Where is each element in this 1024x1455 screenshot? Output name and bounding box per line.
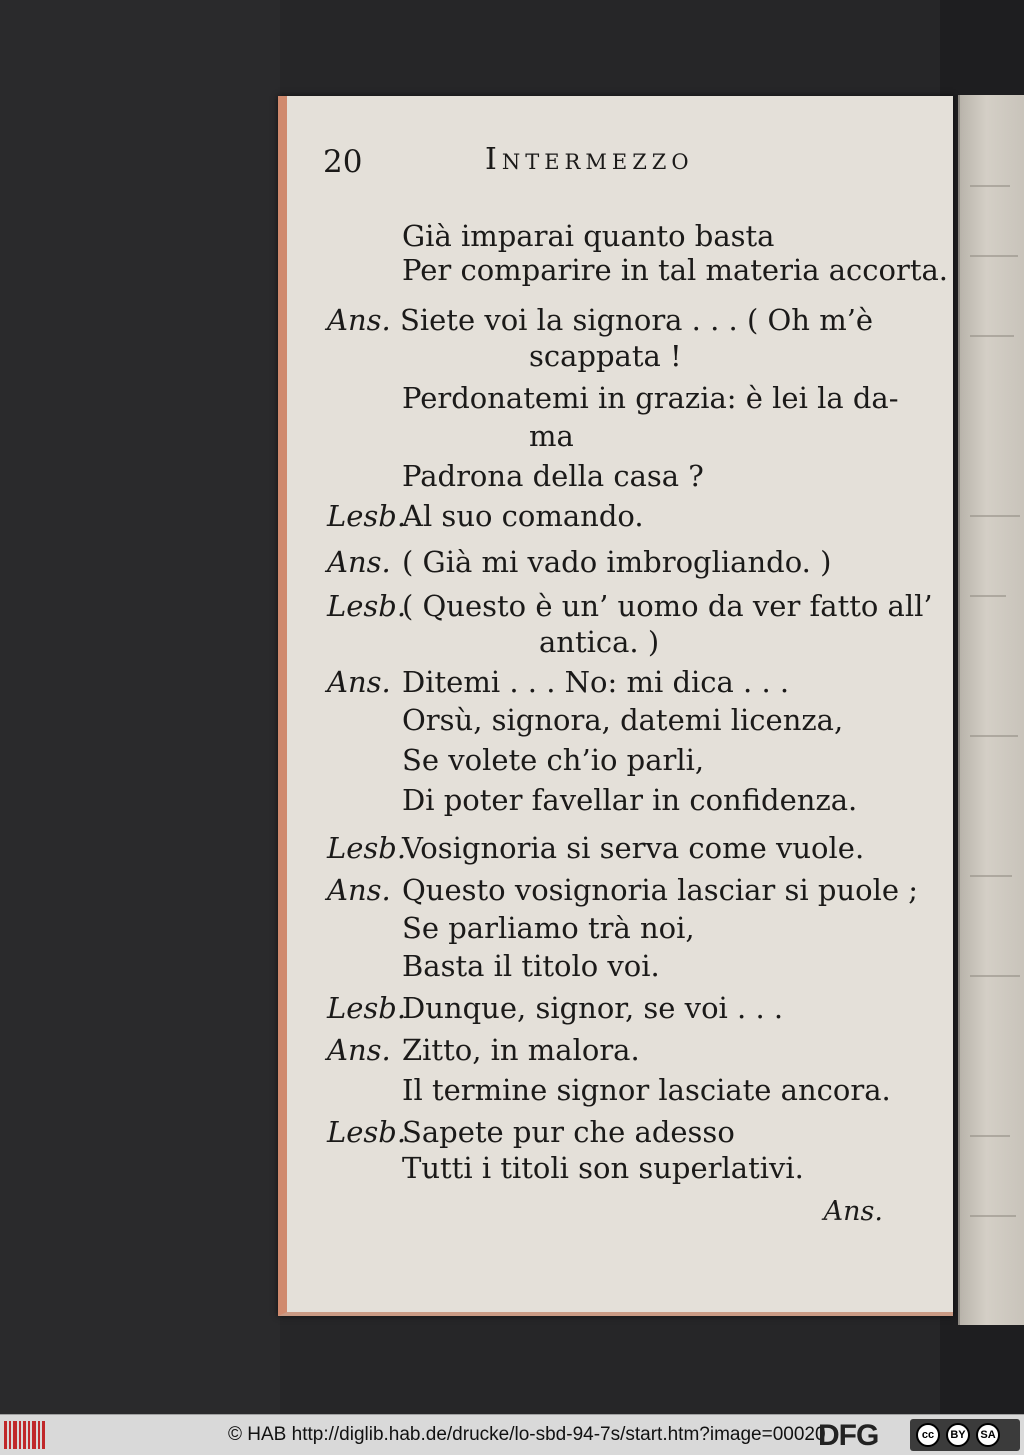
speaker-label: Ans. [327, 665, 391, 699]
verse-line: Già imparai quanto basta [402, 219, 775, 253]
speaker-label: Lesb. [327, 1115, 407, 1149]
viewer-footer [0, 1414, 1024, 1455]
speaker-label: Lesb. [327, 831, 407, 865]
verse-line: Padrona della casa ? [402, 459, 704, 493]
verse-line: Basta il titolo voi. [402, 949, 660, 983]
sa-icon: SA [976, 1423, 1000, 1447]
page-number: 20 [323, 144, 363, 180]
speaker-label: Ans. [327, 1033, 391, 1067]
speaker-label: Ans. [327, 303, 391, 337]
verse-line: ( Questo è un’ uomo da ver fatto all’ [402, 589, 933, 623]
verse-line: antica. ) [539, 625, 660, 659]
catchword: Ans. [823, 1196, 883, 1227]
speaker-label: Lesb. [327, 499, 407, 533]
dfg-logo[interactable]: DFG [818, 1419, 879, 1452]
cc-license-badge[interactable] [910, 1419, 1020, 1451]
verse-line: Orsù, signora, datemi licenza, [402, 703, 844, 737]
verse-line: Siete voi la signora . . . ( Oh m’è [400, 303, 874, 337]
verse-line: Al suo comando. [402, 499, 644, 533]
running-head: Intermezzo [485, 142, 694, 177]
verse-line: Ditemi . . . No: mi dica . . . [402, 665, 790, 699]
speaker-label: Lesb. [327, 991, 407, 1025]
verse-line: Per comparire in tal materia accorta. [402, 253, 949, 287]
verse-line: ( Già mi vado imbrogliando. ) [402, 545, 832, 579]
verse-line: Dunque, signor, se voi . . . [402, 991, 784, 1025]
scan-background-left [0, 0, 280, 1414]
book-page [278, 96, 953, 1316]
verse-line: Questo vosignoria lasciar si puole ; [402, 873, 919, 907]
verse-line: Vosignoria si serva come vuole. [402, 831, 865, 865]
verse-line: Se parliamo trà noi, [402, 911, 695, 945]
speaker-label: Ans. [327, 873, 391, 907]
verse-line: Sapete pur che adesso [402, 1115, 735, 1149]
verse-line: ma [529, 419, 574, 453]
speaker-label: Ans. [327, 545, 391, 579]
speaker-label: Lesb. [327, 589, 407, 623]
verse-line: scappata ! [529, 339, 682, 373]
cc-icon: cc [916, 1423, 940, 1447]
hab-barcode-icon[interactable] [4, 1421, 48, 1449]
verse-line: Tutti i titoli son superlativi. [402, 1151, 804, 1185]
verse-line: Perdonatemi in grazia: è lei la da- [402, 381, 899, 415]
adjacent-page-edge [958, 95, 1024, 1325]
verse-line: Di poter favellar in confidenza. [402, 783, 858, 817]
verse-line: Il termine signor lasciate ancora. [402, 1073, 891, 1107]
copyright-link[interactable]: © HAB http://diglib.hab.de/drucke/lo-sbd-94-7s/start.htm?image=00020 [228, 1424, 826, 1445]
by-icon: BY [946, 1423, 970, 1447]
verse-line: Zitto, in malora. [402, 1033, 640, 1067]
verse-line: Se volete ch’io parli, [402, 743, 705, 777]
